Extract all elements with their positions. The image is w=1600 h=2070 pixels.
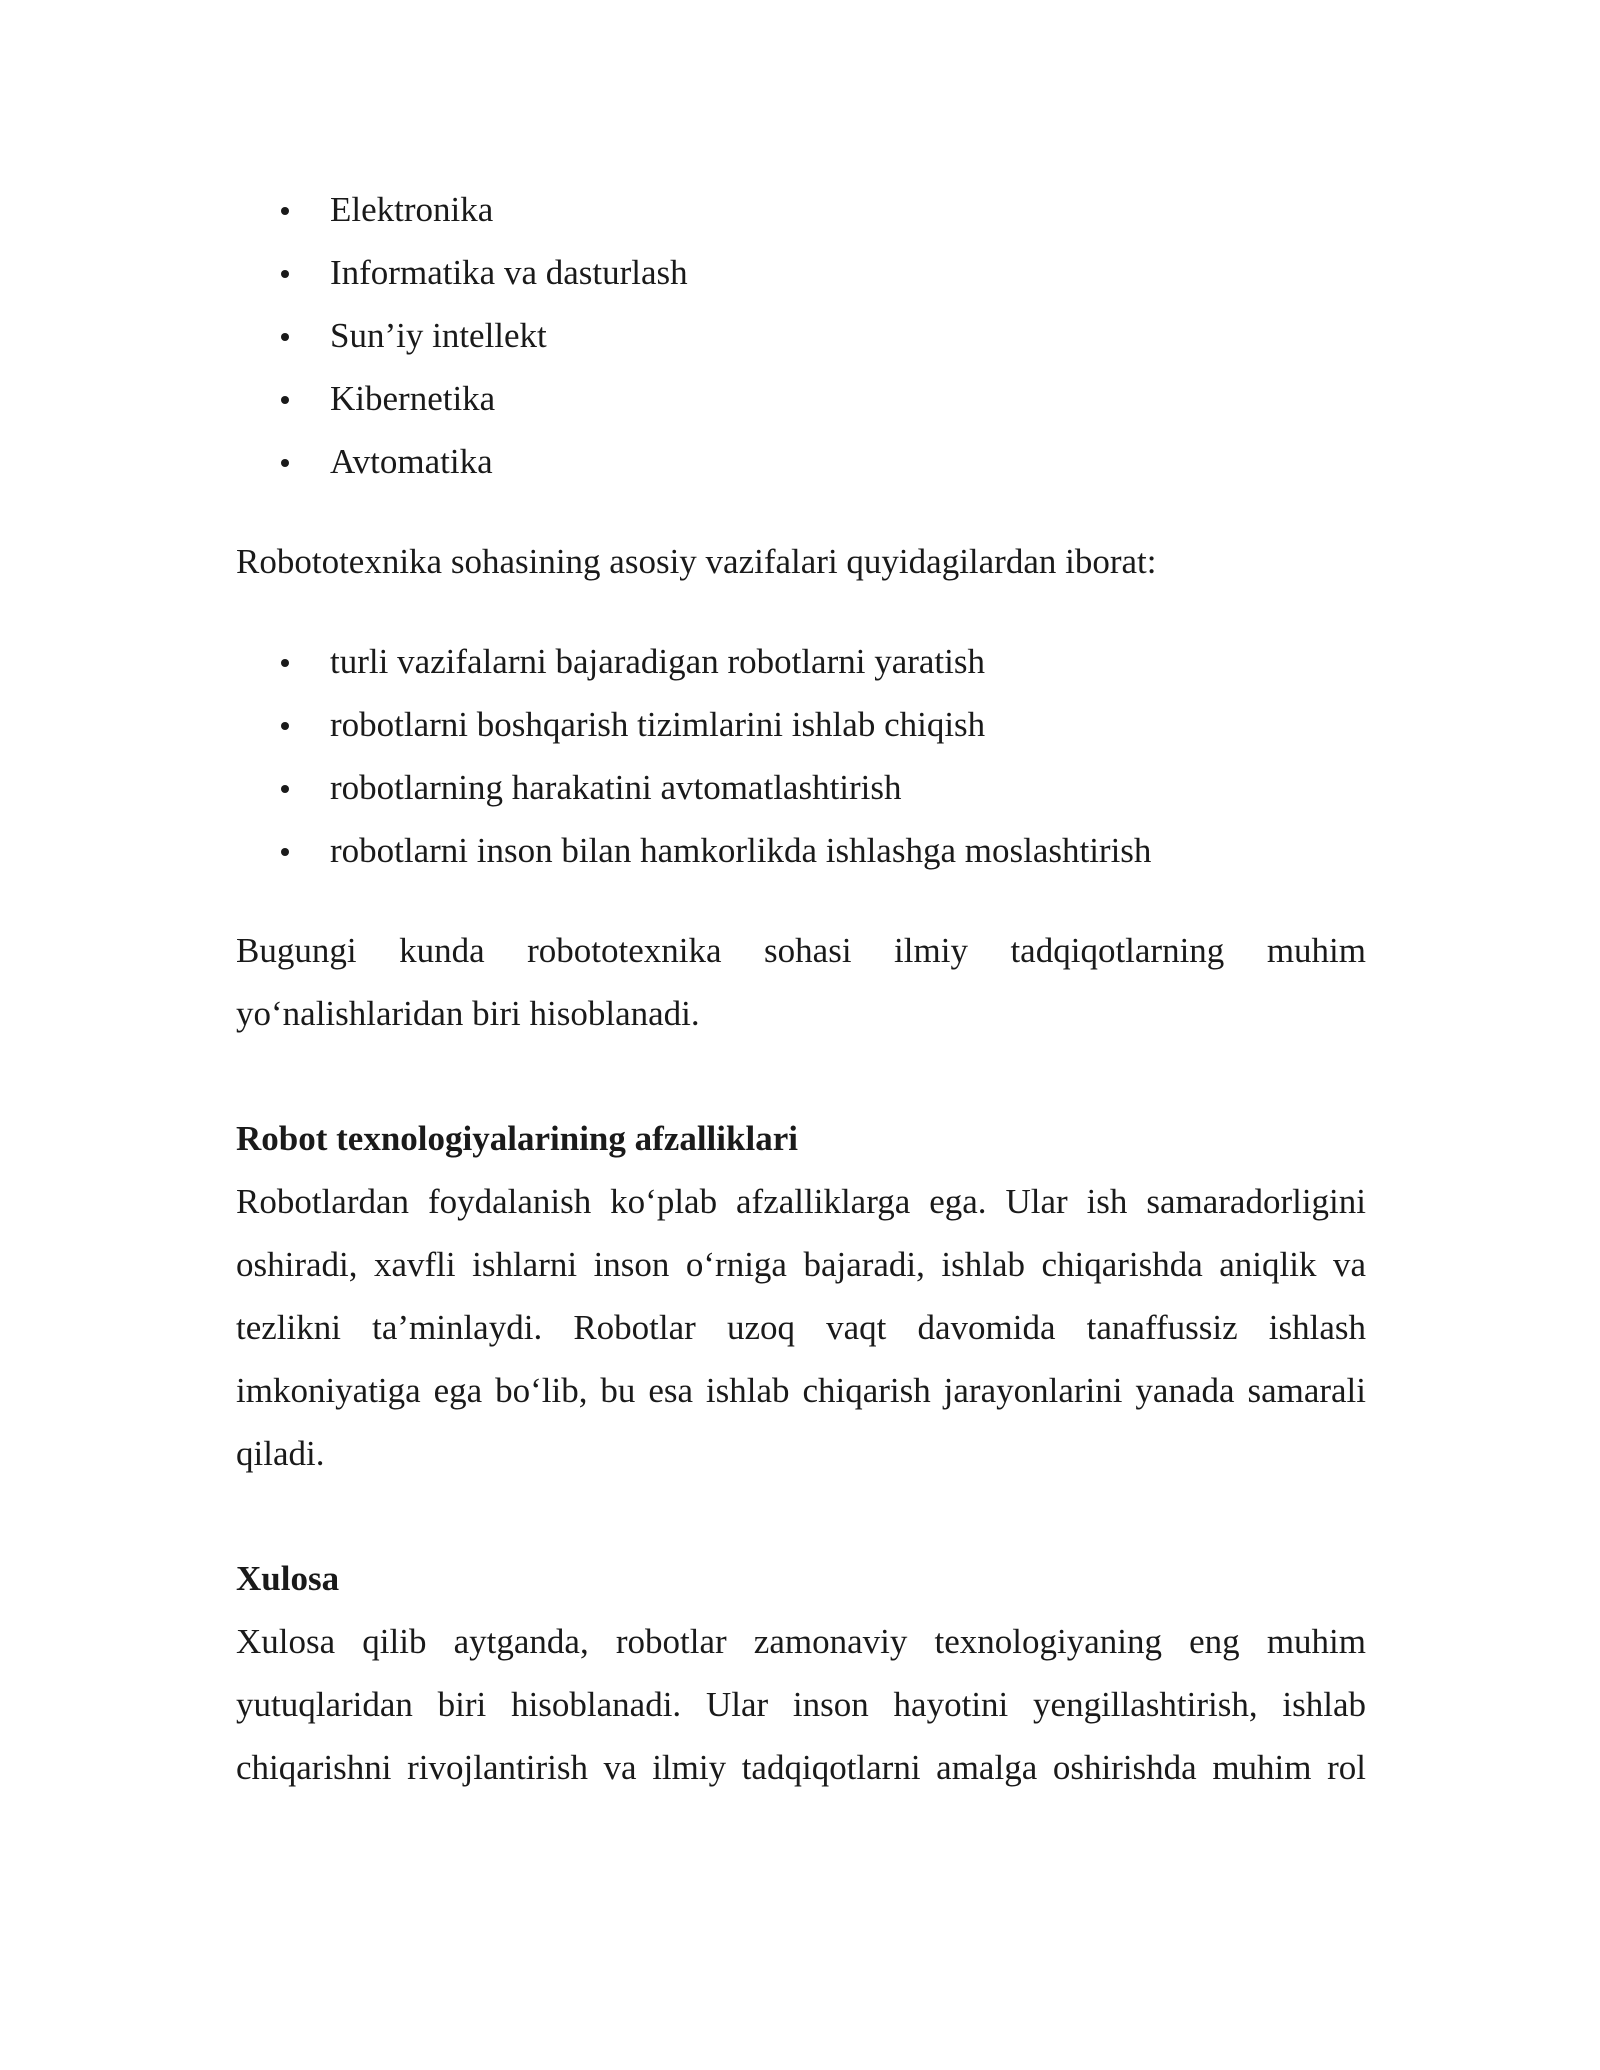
list-item xyxy=(236,178,1366,241)
bullet-icon xyxy=(281,459,289,467)
list-item xyxy=(236,693,1366,756)
bullet-icon xyxy=(281,785,289,793)
list-item-text: robotlarning harakatini avtomatlashtirish xyxy=(330,768,902,807)
list-item-text: Avtomatika xyxy=(330,442,493,481)
paragraph-line: oshiradi, xavfli ishlarni inson o‘rniga bajaradi, ishlab chiqarishda aniqlik va xyxy=(236,1245,1366,1284)
bullet-icon xyxy=(281,659,289,667)
bullet-icon xyxy=(281,333,289,341)
bullet-icon xyxy=(281,722,289,730)
list-item-text: robotlarni boshqarish tizimlarini ishlab chiqish xyxy=(330,705,986,744)
list-item xyxy=(236,819,1366,882)
paragraph-line: Xulosa qilib aytganda, robotlar zamonaviy texnologiyaning eng muhim xyxy=(236,1622,1366,1661)
fields-bullet-list xyxy=(236,178,1366,493)
list-item-text: Informatika va dasturlash xyxy=(330,253,688,292)
paragraph-line: chiqarishni rivojlantirish va ilmiy tadqiqotlarni amalga oshirishda muhim rol xyxy=(236,1748,1366,1787)
document-body xyxy=(236,178,1366,1799)
paragraph-line: tezlikni ta’minlaydi. Robotlar uzoq vaqt davomida tanaffussiz ishlash xyxy=(236,1308,1366,1347)
advantages-paragraph xyxy=(236,1170,1366,1485)
bullet-icon xyxy=(281,396,289,404)
section-heading: Robot texnologiyalarining afzalliklari xyxy=(236,1119,798,1158)
list-item-text: Elektronika xyxy=(330,190,494,229)
list-item xyxy=(236,756,1366,819)
list-item xyxy=(236,304,1366,367)
tasks-bullet-list xyxy=(236,630,1366,882)
paragraph-line: yo‘nalishlaridan biri hisoblanadi. xyxy=(236,994,700,1033)
section-heading: Xulosa xyxy=(236,1559,340,1598)
paragraph-line: Bugungi kunda robototexnika sohasi ilmiy tadqiqotlarning muhim xyxy=(236,931,1366,970)
bullet-icon xyxy=(281,270,289,278)
paragraph-line: yutuqlaridan biri hisoblanadi. Ular inson hayotini yengillashtirish, ishlab xyxy=(236,1685,1366,1724)
list-item xyxy=(236,241,1366,304)
conclusion-paragraph xyxy=(236,1610,1366,1799)
paragraph-line: imkoniyatiga ega bo‘lib, bu esa ishlab chiqarish jarayonlarini yanada samarali xyxy=(236,1371,1366,1410)
list-item-text: Kibernetika xyxy=(330,379,496,418)
bullet-icon xyxy=(281,207,289,215)
bullet-icon xyxy=(281,848,289,856)
intro-paragraph: Robototexnika sohasining asosiy vazifalari quyidagilardan iborat: xyxy=(236,542,1157,581)
list-item xyxy=(236,430,1366,493)
list-item xyxy=(236,367,1366,430)
list-item-text: turli vazifalarni bajaradigan robotlarni yaratish xyxy=(330,642,986,681)
list-item xyxy=(236,630,1366,693)
paragraph-line: Robotlardan foydalanish ko‘plab afzalliklarga ega. Ular ish samaradorligini xyxy=(236,1182,1366,1221)
list-item-text: robotlarni inson bilan hamkorlikda ishlashga moslashtirish xyxy=(330,831,1152,870)
today-paragraph xyxy=(236,919,1366,1045)
paragraph-line: qiladi. xyxy=(236,1434,325,1473)
list-item-text: Sun’iy intellekt xyxy=(330,316,547,355)
